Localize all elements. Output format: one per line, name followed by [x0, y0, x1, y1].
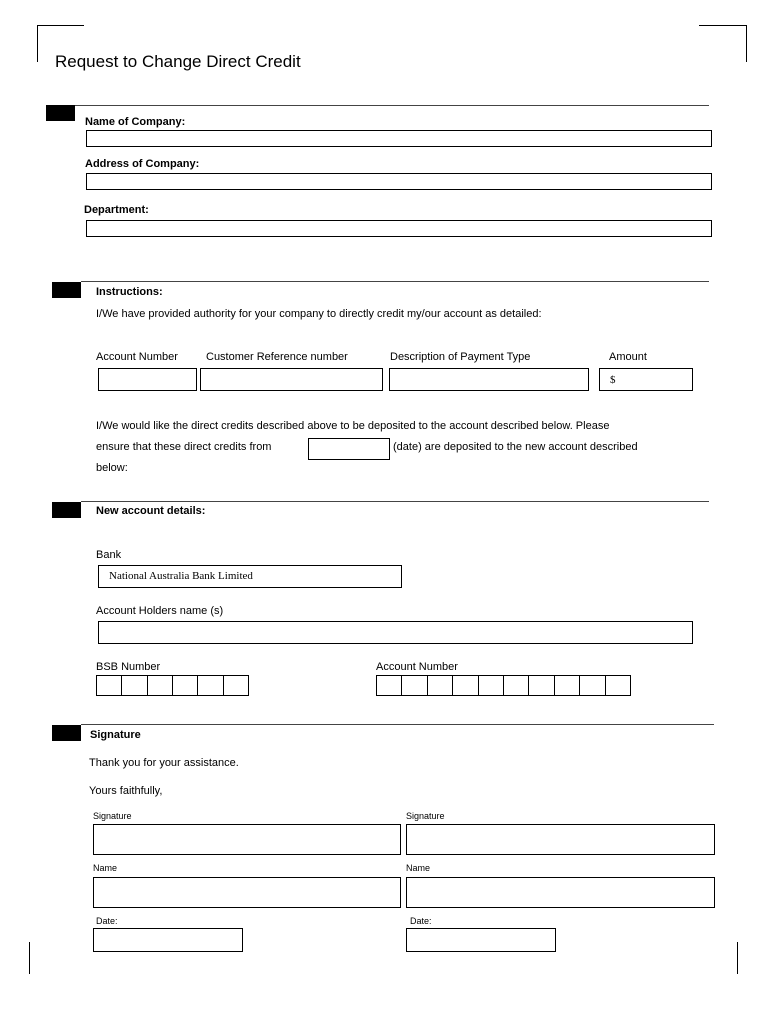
account-digit[interactable] [428, 676, 453, 695]
new-account-number-label: Account Number [376, 661, 458, 673]
description-field[interactable] [389, 368, 589, 391]
thanks-text: Thank you for your assistance. [89, 757, 239, 769]
account-digit[interactable] [580, 676, 605, 695]
company-address-field[interactable] [86, 173, 712, 190]
account-holders-label: Account Holders name (s) [96, 605, 224, 617]
account-number-field[interactable] [98, 368, 197, 391]
right-signature-field[interactable] [406, 824, 715, 855]
bank-value: National Australia Bank Limited [109, 570, 253, 582]
column-amount: Amount [609, 351, 647, 363]
instructions-paragraph-line1: I/We would like the direct credits described above to be deposited to the account described below. Please [96, 420, 610, 432]
department-label: Department: [84, 204, 149, 216]
section-marker-company [46, 105, 75, 121]
left-signature-label: Signature [93, 811, 132, 821]
section-rule-signature [81, 724, 714, 725]
bsb-digit[interactable] [148, 676, 173, 695]
instructions-intro: I/We have provided authority for your company to directly credit my/our account as detailed: [96, 308, 542, 320]
left-date-field[interactable] [93, 928, 243, 952]
effective-date-field[interactable] [308, 438, 390, 460]
signature-heading: Signature [90, 729, 141, 741]
left-name-label: Name [93, 863, 118, 873]
instructions-paragraph-line3: below: [96, 462, 128, 474]
account-digit[interactable] [377, 676, 402, 695]
crop-mark-bottom-left-v [29, 942, 30, 974]
instructions-paragraph-line2b: (date) are deposited to the new account described [393, 441, 638, 453]
section-rule-instructions [81, 281, 709, 282]
page-title: Request to Change Direct Credit [55, 52, 301, 71]
company-address-label: Address of Company: [85, 158, 200, 170]
department-field[interactable] [86, 220, 712, 237]
account-holders-field[interactable] [98, 621, 693, 644]
section-marker-instructions [52, 282, 81, 298]
amount-field[interactable] [599, 368, 693, 391]
column-description: Description of Payment Type [390, 351, 531, 363]
column-account-number: Account Number [96, 351, 178, 363]
crop-mark-top-left-v [37, 25, 38, 62]
customer-reference-field[interactable] [200, 368, 383, 391]
new-account-heading: New account details: [96, 505, 206, 517]
bsb-digit[interactable] [122, 676, 147, 695]
instructions-heading: Instructions: [96, 286, 163, 298]
bsb-label: BSB Number [96, 661, 161, 673]
right-signature-label: Signature [406, 811, 445, 821]
account-digit[interactable] [402, 676, 427, 695]
company-name-field[interactable] [86, 130, 712, 147]
left-date-label: Date: [96, 916, 118, 926]
right-date-label: Date: [410, 916, 432, 926]
account-digit[interactable] [529, 676, 554, 695]
closing-text: Yours faithfully, [89, 785, 163, 797]
bsb-digit[interactable] [224, 676, 248, 695]
bank-field[interactable] [98, 565, 402, 588]
bsb-digit[interactable] [173, 676, 198, 695]
new-account-number-field[interactable] [376, 675, 631, 696]
account-digit[interactable] [606, 676, 630, 695]
right-date-field[interactable] [406, 928, 556, 952]
bsb-number-field[interactable] [96, 675, 249, 696]
account-digit[interactable] [504, 676, 529, 695]
left-name-field[interactable] [93, 877, 401, 908]
bsb-digit[interactable] [198, 676, 223, 695]
crop-mark-top-right-h [699, 25, 746, 26]
instructions-paragraph-line2a: ensure that these direct credits from [96, 441, 272, 453]
section-marker-signature [52, 725, 81, 741]
bank-label: Bank [96, 549, 122, 561]
crop-mark-top-left-h [37, 25, 84, 26]
right-name-label: Name [406, 863, 431, 873]
account-digit[interactable] [453, 676, 478, 695]
company-name-label: Name of Company: [85, 116, 186, 128]
column-customer-reference: Customer Reference number [206, 351, 348, 363]
account-digit[interactable] [555, 676, 580, 695]
left-signature-field[interactable] [93, 824, 401, 855]
section-rule-company [75, 105, 709, 106]
crop-mark-top-right-v [746, 25, 747, 62]
bsb-digit[interactable] [97, 676, 122, 695]
crop-mark-bottom-right-v [737, 942, 738, 974]
right-name-field[interactable] [406, 877, 715, 908]
section-marker-new-account [52, 502, 81, 518]
amount-dollar-sign: $ [610, 374, 616, 386]
section-rule-new-account [81, 501, 709, 502]
account-digit[interactable] [479, 676, 504, 695]
